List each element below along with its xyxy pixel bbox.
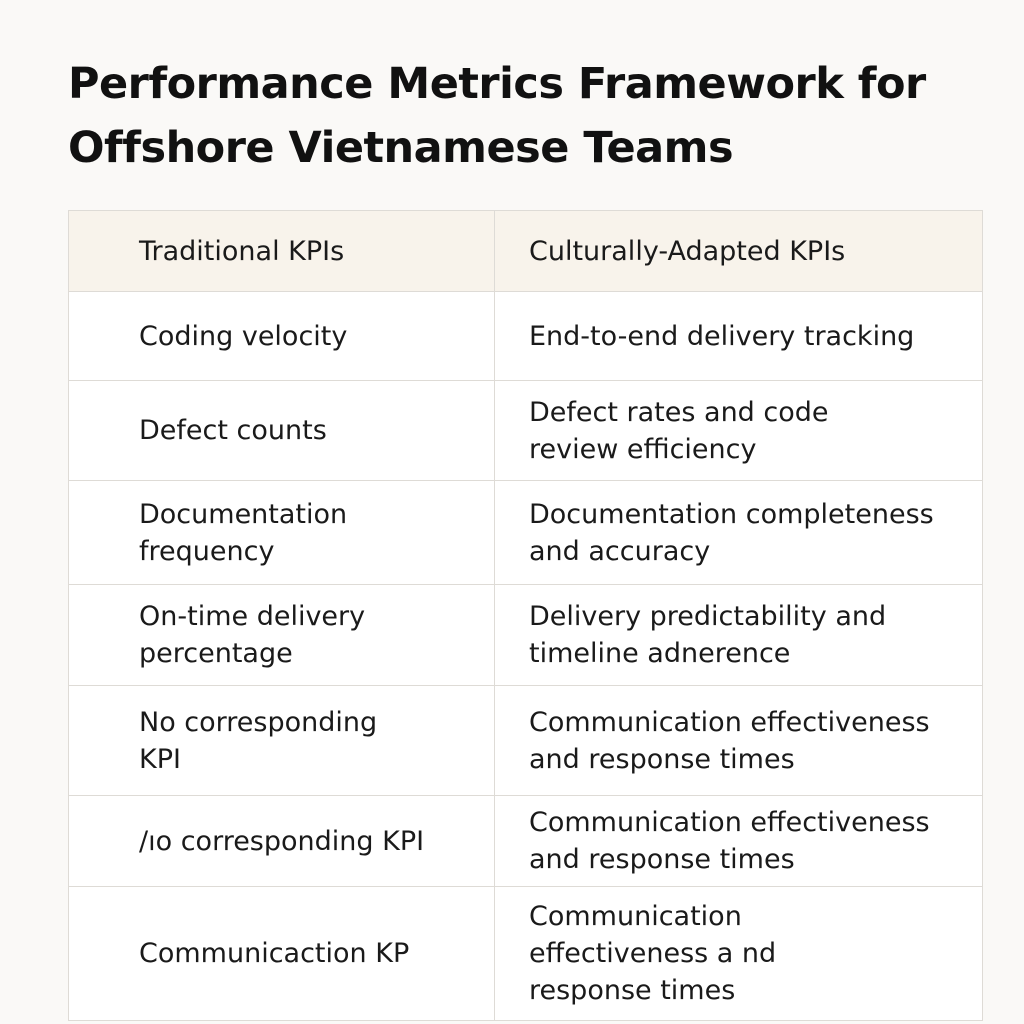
traditional-kpi-text: Defect counts (139, 415, 327, 446)
traditional-kpi-cell (69, 481, 495, 585)
traditional-kpi-cell (69, 887, 495, 1021)
traditional-kpi-text: /ıo corresponding KPI (139, 825, 425, 857)
traditional-kpi-text: On-time delivery percentage (139, 601, 366, 669)
table-row (69, 796, 983, 887)
traditional-kpi-cell (69, 585, 495, 686)
table-row (69, 381, 983, 481)
traditional-kpi-cell (69, 796, 495, 887)
traditional-kpi-text: Documentation frequency (139, 498, 348, 567)
traditional-kpi-cell (69, 381, 495, 481)
adapted-kpi-cell (495, 481, 983, 585)
table-row (69, 292, 983, 381)
adapted-kpi-cell (495, 686, 983, 796)
table-row (69, 481, 983, 585)
adapted-kpi-text: Communication effectiveness and response times (529, 706, 930, 775)
adapted-kpi-cell (495, 292, 983, 381)
adapted-kpi-text: Communication effectiveness and response times (529, 807, 930, 875)
adapted-kpi-text: Communication effectiveness a nd response times (529, 901, 777, 1006)
table-row (69, 686, 983, 796)
table-row (69, 887, 983, 1021)
adapted-kpi-text: Defect rates and code review efficiency (529, 396, 829, 465)
page-title (68, 52, 968, 180)
traditional-kpi-cell (69, 686, 495, 796)
adapted-kpi-text: Delivery predictability and timeline adnerence (529, 601, 887, 669)
header-culturally-adapted-kpis: Culturally-Adapted KPIs (495, 211, 983, 292)
adapted-kpi-cell (495, 796, 983, 887)
header-traditional-kpis: Traditional KPIs (69, 211, 495, 292)
adapted-kpi-text: End-to-end delivery tracking (529, 320, 915, 352)
traditional-kpi-text: Coding velocity (139, 320, 348, 352)
kpi-comparison-table (68, 210, 983, 1021)
traditional-kpi-cell (69, 292, 495, 381)
title-line-1: Performance Metrics Framework for (68, 59, 926, 109)
traditional-kpi-text: Communicaction KP (139, 938, 410, 969)
table-row (69, 585, 983, 686)
traditional-kpi-text: No corresponding KPI (139, 706, 378, 775)
title-line-2: Offshore Vietnamese Teams (68, 123, 734, 173)
adapted-kpi-cell (495, 887, 983, 1021)
adapted-kpi-cell (495, 585, 983, 686)
adapted-kpi-cell (495, 381, 983, 481)
adapted-kpi-text: Documentation completeness and accuracy (529, 498, 934, 567)
table-header-row (69, 211, 983, 292)
